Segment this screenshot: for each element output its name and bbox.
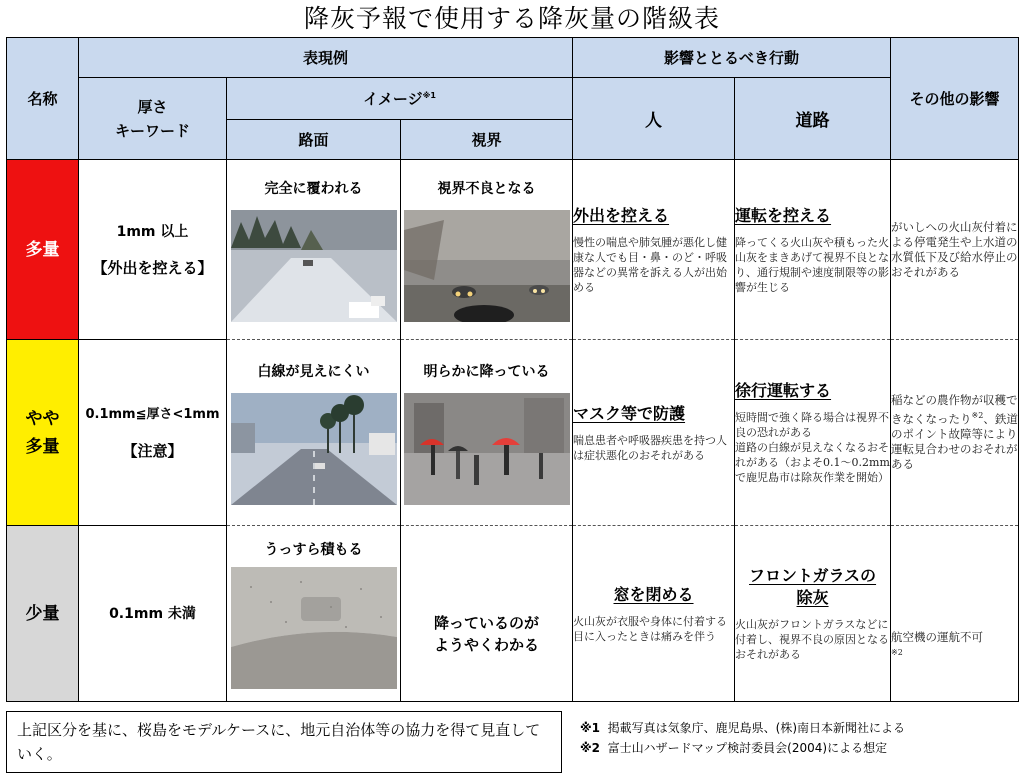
road-action-cell bbox=[735, 160, 891, 340]
road-action-cell bbox=[735, 340, 891, 526]
other-effects-note: ※2 bbox=[891, 647, 903, 657]
road-surface-cell bbox=[227, 526, 401, 702]
keyword-value: 【注意】 bbox=[122, 441, 183, 460]
thickness-value: 1mm 以上 bbox=[116, 223, 189, 240]
ash-fog-traffic-photo bbox=[404, 210, 570, 322]
footnote-2-mark: ※2 bbox=[580, 741, 601, 755]
people-action-body: 慢性の喘息や肺気腫が悪化し健康な人でも目・鼻・のど・呼吸器などの異常を訴える人が出始める bbox=[573, 235, 728, 294]
people-action-body: 火山灰が衣服や身体に付着する 目に入ったときは痛みを伴う bbox=[573, 614, 728, 643]
other-effects-cell bbox=[891, 160, 1019, 340]
header-image-label: イメージ bbox=[363, 90, 423, 108]
other-effects-text: 航空機の運航不可 bbox=[891, 629, 984, 644]
people-action-title: 窓を閉める bbox=[613, 584, 694, 604]
footnote-1-text: 掲載写真は気象庁、鹿児島県、(株)南日本新聞社による bbox=[607, 721, 906, 735]
thickness-keyword-cell bbox=[79, 526, 227, 702]
other-effects-cell bbox=[891, 526, 1019, 702]
table-row bbox=[7, 526, 1019, 702]
header-other-effects: その他の影響 bbox=[891, 38, 1019, 160]
other-effects-text: 稲などの農作物が収穫できなくなったり bbox=[891, 393, 1018, 426]
ash-level-table bbox=[6, 37, 1019, 702]
road-surface-caption: 白線が見えにくい bbox=[257, 363, 370, 380]
thickness-keyword-cell bbox=[79, 160, 227, 340]
road-action-body: 短時間で強く降る場合は視界不良の恐れがある 道路の白線が見えなくなるおそれがある（およそ0.1～0.2mmで鹿児島市は除灰作業を開始） bbox=[735, 411, 890, 484]
category-light: 少量 bbox=[7, 526, 79, 702]
header-expression-example: 表現例 bbox=[79, 38, 573, 78]
other-effects-note: ※2 bbox=[971, 411, 984, 421]
header-visibility: 視界 bbox=[401, 120, 573, 160]
people-action-cell bbox=[573, 340, 735, 526]
visibility-caption: 明らかに降っている bbox=[423, 363, 550, 380]
people-action-cell bbox=[573, 160, 735, 340]
road-surface-cell bbox=[227, 160, 401, 340]
road-surface-cell bbox=[227, 340, 401, 526]
road-action-body: 火山灰がフロントガラスなどに付着し、視界不良の原因となるおそれがある bbox=[735, 618, 890, 661]
other-effects-text-after: 、鉄道のポイント故障等により運転見合わせのおそれがある bbox=[891, 411, 1018, 471]
other-effects-cell bbox=[891, 340, 1019, 526]
car-windshield-ash-photo bbox=[231, 567, 397, 689]
thickness-value: 0.1mm≦厚さ<1mm bbox=[85, 406, 220, 422]
visibility-cell bbox=[401, 160, 573, 340]
thickness-value: 0.1mm 未満 bbox=[109, 605, 196, 622]
footnote-1 bbox=[580, 718, 905, 738]
road-action-title: 徐行運転する bbox=[735, 381, 832, 400]
header-name: 名称 bbox=[7, 38, 79, 160]
footnote-2-text: 富士山ハザードマップ検討委員会(2004)による想定 bbox=[607, 741, 888, 755]
footnote-1-mark: ※1 bbox=[580, 721, 601, 735]
header-image bbox=[227, 78, 573, 120]
visibility-cell bbox=[401, 340, 573, 526]
people-action-cell bbox=[573, 526, 735, 702]
road-action-title: 運転を控える bbox=[735, 205, 832, 225]
table-row bbox=[7, 160, 1019, 340]
snow-covered-road-photo bbox=[231, 210, 397, 322]
road-action-body: 降ってくる火山灰や積もった火山灰をまきあげて視界不良となり、通行規制や速度制限等の影響が生じる bbox=[735, 235, 890, 294]
header-thickness-keyword: 厚さ キーワード bbox=[79, 78, 227, 160]
people-action-title: マスク等で防護 bbox=[573, 403, 686, 423]
road-action-title: フロントガラスの 除灰 bbox=[749, 566, 877, 607]
header-people: 人 bbox=[573, 78, 735, 160]
people-action-body: 喘息患者や呼吸器疾患を持つ人は症状悪化のおそれがある bbox=[573, 433, 728, 462]
header-impact-actions: 影響ととるべき行動 bbox=[573, 38, 891, 78]
footnote-2 bbox=[580, 738, 905, 758]
visibility-caption: 視界不良となる bbox=[437, 180, 536, 197]
category-heavy: 多量 bbox=[7, 160, 79, 340]
visibility-caption: 降っているのが ようやくわかる bbox=[401, 526, 573, 702]
umbrella-street-photo bbox=[404, 393, 570, 505]
thickness-keyword-cell bbox=[79, 340, 227, 526]
people-action-title: 外出を控える bbox=[573, 205, 670, 225]
other-effects-text: がいしへの火山灰付着による停電発生や上水道の水質低下及び給水停止のおそれがある bbox=[891, 219, 1018, 279]
header-roads: 道路 bbox=[735, 78, 891, 160]
header-image-note: ※1 bbox=[422, 91, 436, 100]
keyword-value: 【外出を控える】 bbox=[92, 258, 213, 277]
road-action-cell bbox=[735, 526, 891, 702]
road-surface-caption: うっすら積もる bbox=[264, 541, 363, 558]
page-title: 降灰予報で使用する降灰量の階級表 bbox=[303, 4, 720, 33]
footnotes bbox=[580, 718, 905, 758]
category-moderate: やや 多量 bbox=[7, 340, 79, 526]
header-road-surface: 路面 bbox=[227, 120, 401, 160]
table-row bbox=[7, 340, 1019, 526]
revision-note: 上記区分を基に、桜島をモデルケースに、地元自治体等の協力を得て見直していく。 bbox=[6, 711, 562, 773]
palm-road-ash-photo bbox=[231, 393, 397, 505]
road-surface-caption: 完全に覆われる bbox=[264, 180, 363, 197]
